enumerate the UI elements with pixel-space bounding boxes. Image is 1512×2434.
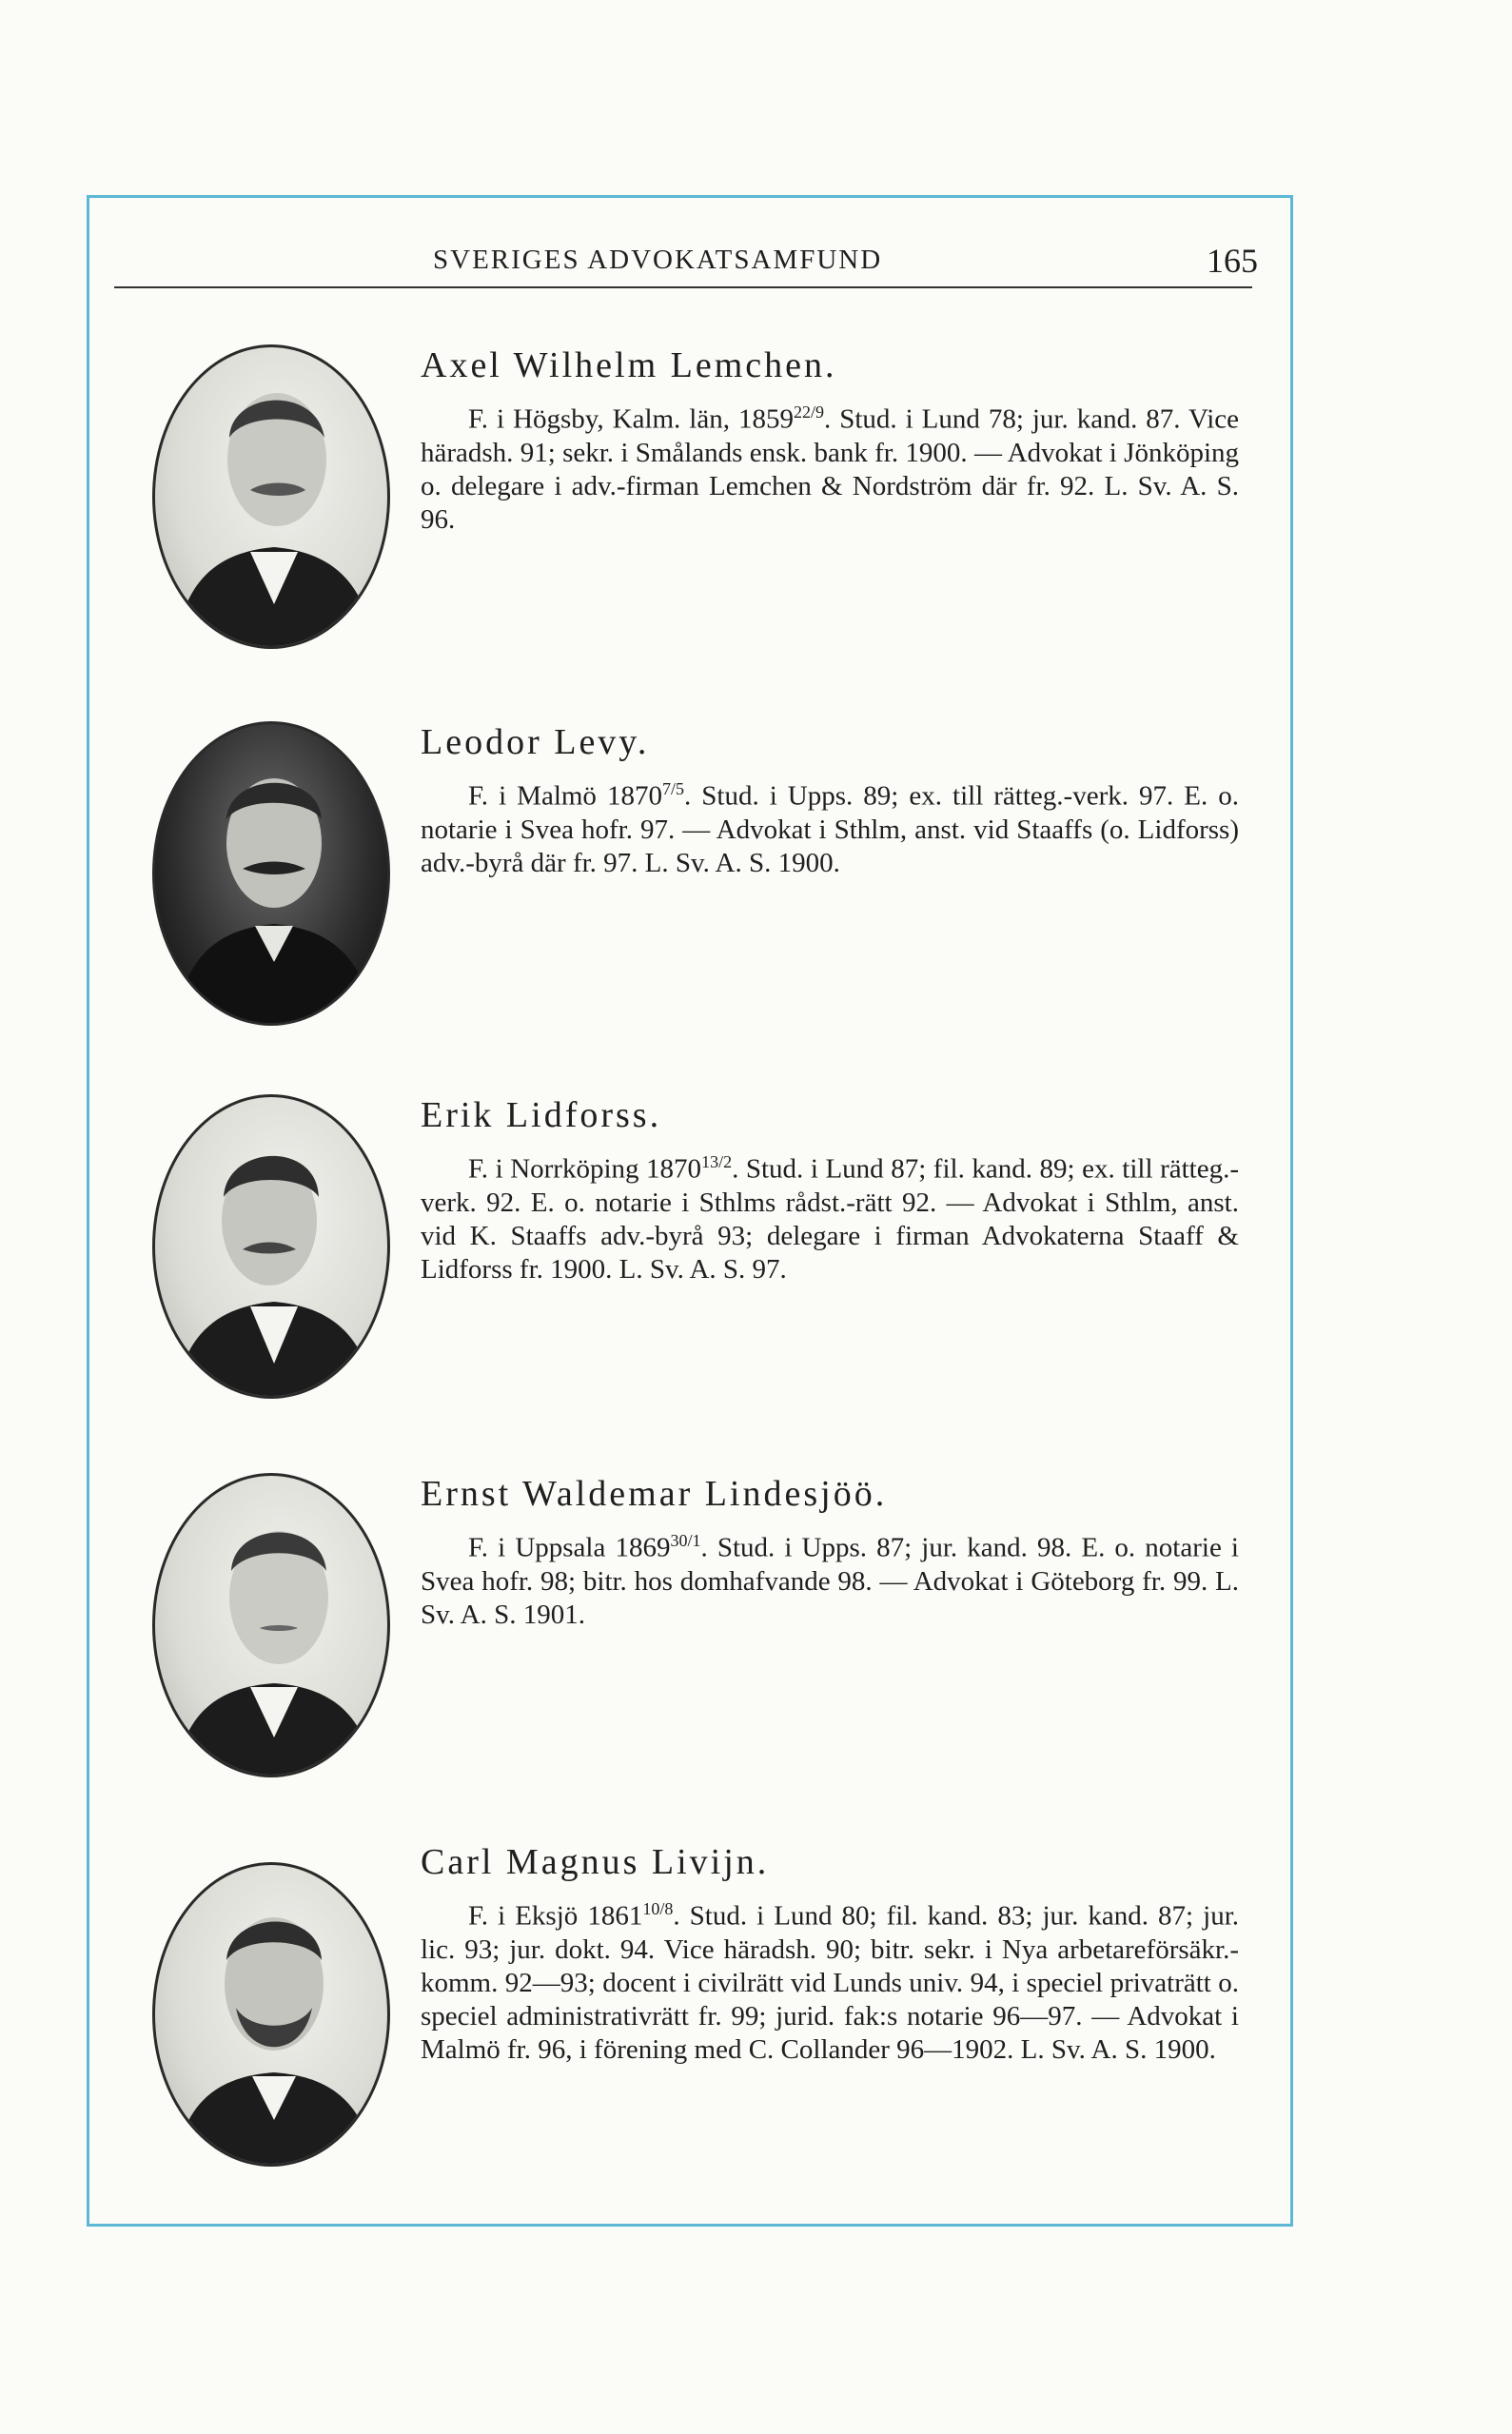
person-name: Carl Magnus Livijn. [421,1842,770,1882]
portrait-figure [155,724,390,1026]
birth-date-superscript: 13/2 [701,1152,733,1171]
running-head [114,243,1266,290]
biography-text: F. i Högsby, Kalm. län, $1859^{22/9}$. Stud. i Lund 78; jur. kand. 87. Vice häradsh. 91; sekr. i Smålands ensk. bank fr. 1900. — Advokat i Jönköping o. delegare i adv.-firman Lemchen & Nordström där fr. 92. L. Sv. A. S. 96. [421,402,1239,535]
portrait-figure [155,1476,390,1777]
biography [421,1841,1239,2067]
portrait-photo [152,1473,390,1777]
running-title: SVERIGES ADVOKATSAMFUND [433,245,883,275]
person-name: Leodor Levy. [421,722,650,762]
portrait-figure [155,347,390,649]
person-name: Axel Wilhelm Lemchen. [421,345,837,385]
page-number: 165 [1207,242,1258,280]
biography-text: F. i Eksjö $1861^{10/8}$. Stud. i Lund 80; fil. kand. 83; jur. kand. 87; jur. lic. 93; jur. dokt. 94. Vice häradsh. 90; bitr. sekr. i Nya arbetareförsäkr.-komm. 92—93; docent i civilrätt vid Lunds univ. 94, i speciel privaträtt o. speciel administrativrätt fr. 99; jurid. fak:s notarie 96—97. — Advokat i Malmö fr. 96, i förening med C. Collander 96—1902. L. Sv. A. S. 1900. [421,1899,1240,2065]
portrait-figure [155,1865,390,2167]
portrait-figure [155,1097,390,1399]
birth-date-superscript: 22/9 [793,402,824,422]
birth-date-superscript: 10/8 [642,1899,674,1918]
header-rule [114,286,1252,288]
biography-text: F. i Malmö $1870^{7/5}$. Stud. i Upps. 89; ex. till rätteg.-verk. 97. E. o. notarie i Svea hofr. 97. — Advokat i Sthlm, anst. vid Staaffs (o. Lidforss) adv.-byrå där fr. 97. L. Sv. A. S. 1900. [421,779,1240,878]
portrait-photo [152,1862,390,2167]
person-name: Erik Lidforss. [421,1095,662,1135]
person-name: Ernst Waldemar Lindesjöö. [421,1474,888,1514]
biography-text: F. i Uppsala $1869^{30/1}$. Stud. i Upps. 87; jur. kand. 98. E. o. notarie i Svea hofr. 98; bitr. hos domhafvande 98. — Advokat i Göteborg fr. 99. L. Sv. A. S. 1901. [421,1531,1239,1630]
portrait-photo [152,1094,390,1399]
biography-text: F. i Norrköping $1870^{13/2}$. Stud. i Lund 87; fil. kand. 89; ex. till rätteg.-verk. 92. E. o. notarie i Sthlms rådst.-rätt 92. — Advokat i Sthlm, anst. vid K. Staaffs adv.-byrå 93; delegare i firman Advokaterna Staaff & Lidforss fr. 1900. L. Sv. A. S. 97. [421,1152,1239,1285]
biography [421,1473,1239,1632]
birth-date-superscript: 7/5 [661,779,684,798]
portrait-photo [152,721,390,1026]
biography [421,721,1239,880]
biography [421,1094,1239,1286]
biography [421,344,1239,537]
birth-date-superscript: 30/1 [670,1531,701,1550]
portrait-photo [152,344,390,649]
